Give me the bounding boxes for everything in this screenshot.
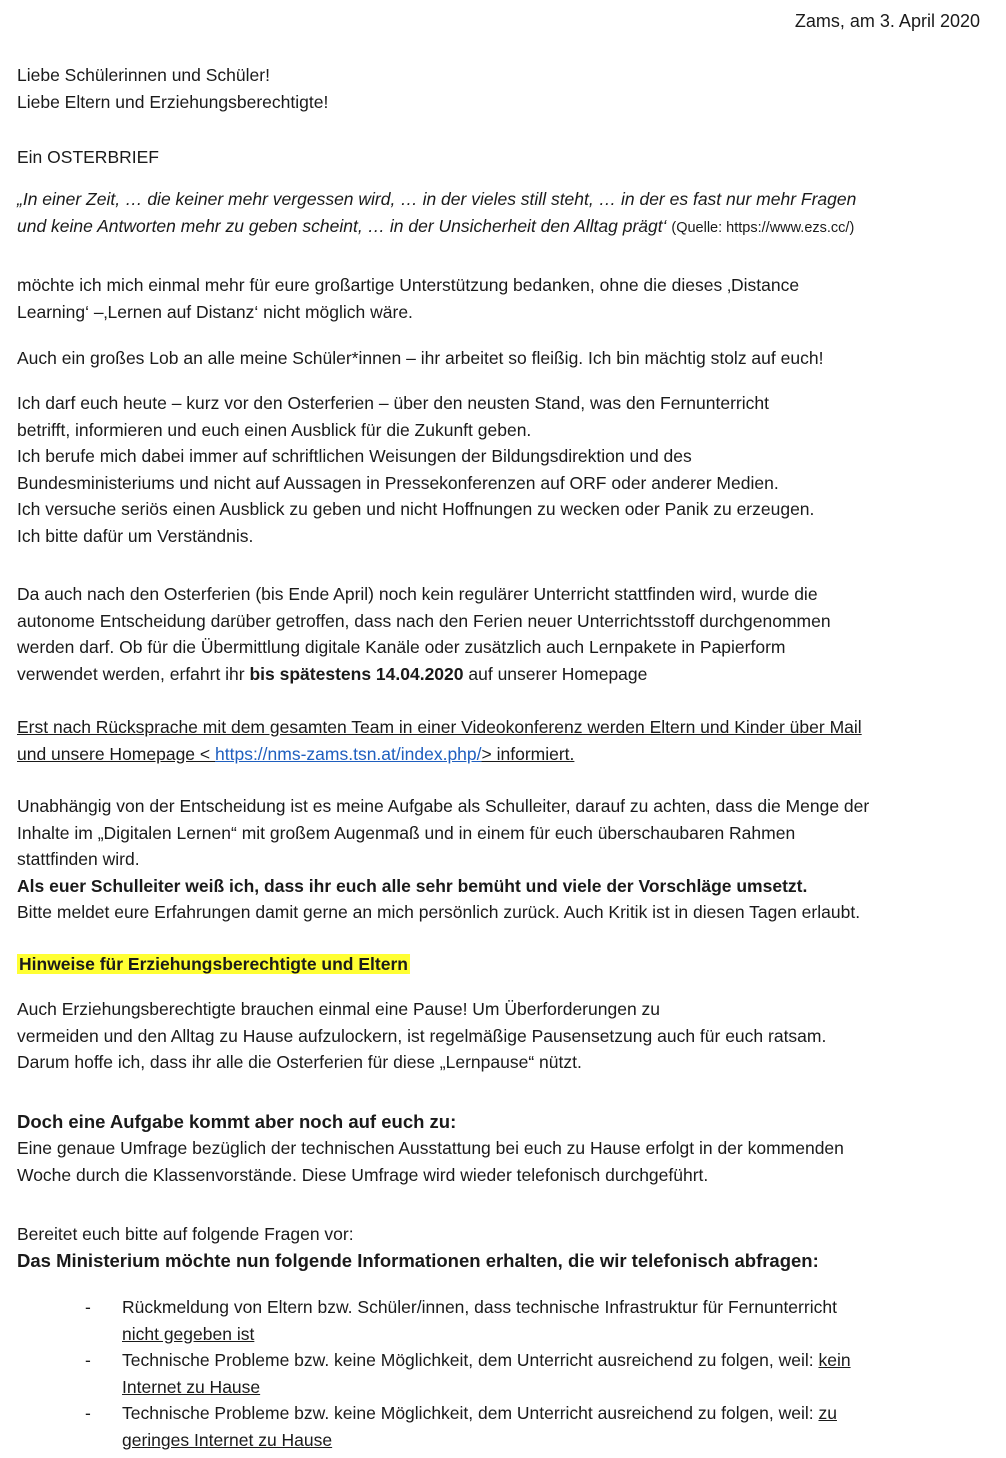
task-line-1: Eine genaue Umfrage bezüglich der technischen Ausstattung bei euch zu Hause erfolgt in der kommenden [17,1138,844,1158]
task-line-2: Woche durch die Klassenvorstände. Diese Umfrage wird wieder telefonisch durchgeführt. [17,1164,709,1185]
principal-line-2: Inhalte im „Digitalen Lernen“ mit großem Augenmaß und in einem für euch überschaubaren Rahmen [17,822,796,843]
greeting-parents: Liebe Eltern und Erziehungsberechtigte! [17,91,329,112]
greeting-students: Liebe Schülerinnen und Schüler! [17,65,270,85]
quote-line-1: „In einer Zeit, … die keiner mehr vergessen wird, … in der vieles still steht, … in der es fast nur mehr Fragen [17,189,857,209]
after-easter-line-2: autonome Entscheidung darüber getroffen, dass nach den Ferien neuer Unterrichtsstoff durchgenommen [17,610,831,631]
quote-source: (Quelle: https://www.ezs.cc/) [671,219,855,236]
consult-line-2: und unsere Homepage < https://nms-zams.tsn.at/index.php/> informiert. [17,743,575,764]
consult-paragraph [17,714,985,767]
principal-feedback: Bitte meldet eure Erfahrungen damit gerne an mich persönlich zurück. Auch Kritik ist in diesen Tagen erlaubt. [17,902,861,922]
parents-line-3: Darum hoffe ich, dass ihr alle die Osterferien für diese „Lernpause“ nützt. [17,1052,582,1072]
principal-bold-line: Als euer Schulleiter weiß ich, dass ihr euch alle sehr bemüht und viele der Vorschläge umsetzt. [17,875,808,896]
parents-paragraph [17,996,985,1076]
update-line-2: betrifft, informieren und euch einen Ausblick für die Zukunft geben. [17,419,532,440]
update-line-6: Ich bitte dafür um Verständnis. [17,525,254,546]
ministry-line: Das Ministerium möchte nun folgende Informationen erhalten, die wir telefonisch abfragen: [17,1250,819,1271]
quote [17,186,985,241]
task-paragraph [17,1135,985,1188]
update-line-5: Ich versuche seriös einen Ausblick zu geben und nicht Hoffnungen zu wecken oder Panik zu erzeugen. [17,499,815,519]
after-easter-line-4: verwendet werden, erfahrt ihr bis spätestens 14.04.2020 auf unserer Homepage [17,663,648,684]
after-easter-line-3: werden darf. Ob für die Übermittlung digitale Kanäle oder zusätzlich auch Lernpakete in Papierform [17,637,786,657]
parents-line-2: vermeiden und den Alltag zu Hause aufzulockern, ist regelmäßige Pausensetzung auch für euch ratsam. [17,1025,827,1046]
after-easter-paragraph [17,581,985,687]
update-line-1: Ich darf euch heute – kurz vor den Osterferien – über den neusten Stand, was den Fernunterricht [17,393,769,413]
letter-subject: Ein OSTERBRIEF [17,147,159,167]
praise-paragraph: Auch ein großes Lob an alle meine Schüler*innen – ihr arbeitet so fleißig. Ich bin mächtig stolz auf euch! [17,348,824,368]
principal-line-1: Unabhängig von der Entscheidung ist es meine Aufgabe als Schulleiter, darauf zu achten, dass die Menge der [17,796,870,816]
prepare-line: Bereitet euch bitte auf folgende Fragen vor: [17,1224,354,1244]
parents-heading: Hinweise für Erziehungsberechtigte und Eltern [19,954,408,974]
update-paragraph [17,390,985,549]
after-easter-line-1: Da auch nach den Osterferien (bis Ende April) noch kein regulärer Unterricht stattfinden wird, wurde die [17,584,818,604]
update-line-4: Bundesministeriums und nicht auf Aussagen in Pressekonferenzen auf ORF oder anderer Medien. [17,472,779,493]
thanks-line-1: möchte ich mich einmal mehr für eure großartige Unterstützung bedanken, ohne die dieses ‚Distance [17,275,800,295]
homepage-link[interactable]: https://nms-zams.tsn.at/index.php/ [215,743,482,764]
task-heading: Doch eine Aufgabe kommt aber noch auf euch zu: [17,1111,457,1132]
letter-date: Zams, am 3. April 2020 [794,11,980,31]
principal-line-3: stattfinden wird. [17,849,140,869]
greeting [17,62,985,115]
thanks-line-2: Learning‘ –‚Lernen auf Distanz‘ nicht möglich wäre. [17,301,413,322]
consult-line-1: Erst nach Rücksprache mit dem gesamten Team in einer Videokonferenz werden Eltern und Kinder über Mail [17,717,862,737]
deadline-date: bis spätestens 14.04.2020 [249,663,464,684]
list-item: - Technische Probleme bzw. keine Möglichkeit, dem Unterricht ausreichend zu folgen, weil: zu geringes Internet zu Hause [85,1400,975,1453]
quote-line-2: und keine Antworten mehr zu geben scheint, … in der Unsicherheit den Alltag prägt‘ (Quelle: https://www.ezs.cc/) [17,215,855,236]
parents-heading-row [17,951,985,978]
list-item: - Technische Probleme bzw. keine Möglichkeit, dem Unterricht ausreichend zu folgen, weil: kein Internet zu Hause [85,1347,975,1400]
parents-line-1: Auch Erziehungsberechtigte brauchen einmal eine Pause! Um Überforderungen zu [17,999,661,1019]
thanks-paragraph [17,272,985,325]
survey-question-list [85,1294,975,1453]
update-line-3: Ich berufe mich dabei immer auf schriftlichen Weisungen der Bildungsdirektion und des [17,446,692,466]
list-item: - Rückmeldung von Eltern bzw. Schüler/innen, dass technische Infrastruktur für Fernunterricht nicht gegeben ist [85,1294,975,1347]
principal-paragraph [17,793,985,926]
